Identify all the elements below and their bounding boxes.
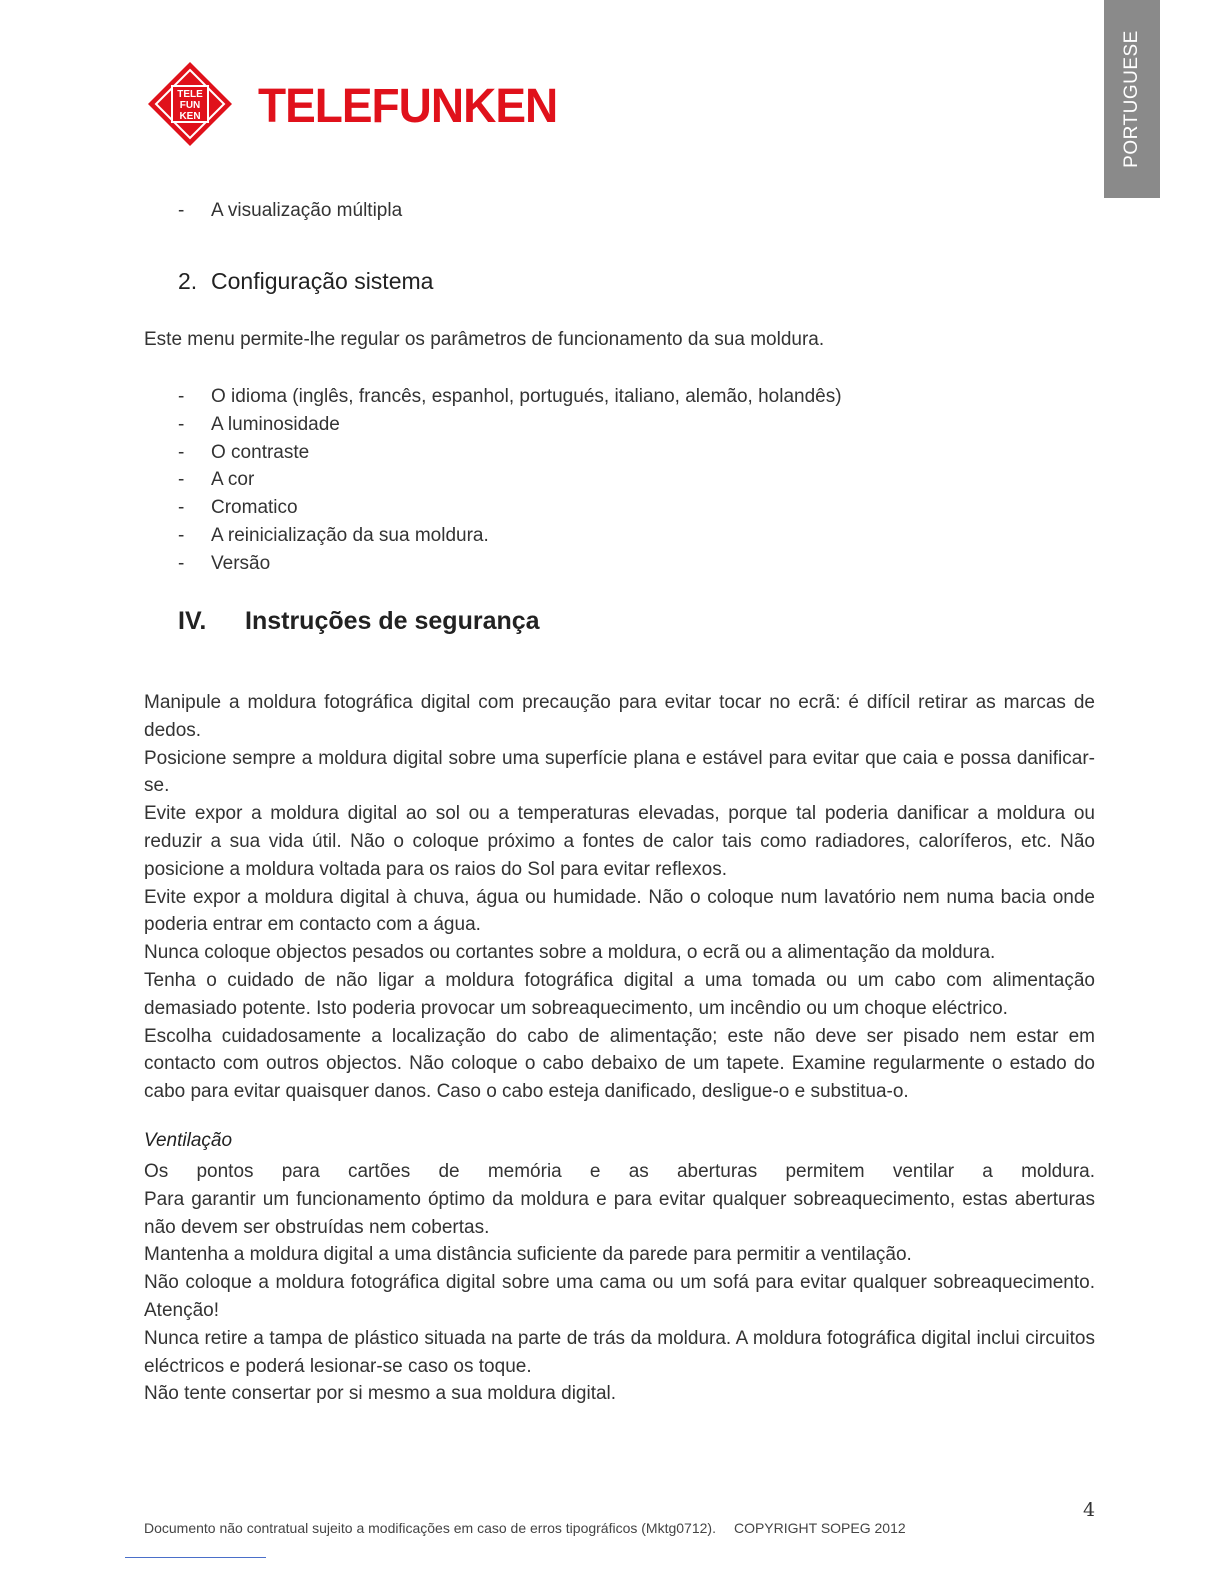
list-item-text: O idioma (inglês, francês, espanhol, portugués, italiano, alemão, holandês) <box>211 386 842 407</box>
list-item-text: Cromatico <box>211 497 298 519</box>
list-item-text: A luminosidade <box>211 413 340 435</box>
telefunken-emblem-icon <box>146 60 234 150</box>
safety-paragraph: Nunca coloque objectos pesados ou cortantes sobre a moldura, o ecrã ou a alimentação da moldura. <box>144 942 996 964</box>
ventilation-title: Ventilação <box>144 1130 233 1151</box>
telefunken-logo <box>146 60 557 150</box>
language-tab <box>1104 0 1160 198</box>
list-item <box>178 494 298 522</box>
footer-rule <box>125 1557 266 1558</box>
list-item-text: A cor <box>211 469 255 491</box>
brand-name: TELEFUNKEN <box>258 77 558 133</box>
section-title: Instruções de segurança <box>245 607 540 635</box>
list-item-text: Versão <box>211 552 271 574</box>
ventilation-paragraph: Não coloque a moldura fotográfica digital sobre uma cama ou um sofá para evitar qualquer sobreaquecimento. Atenção! <box>144 1272 1095 1321</box>
bullet-dash: - <box>178 497 185 519</box>
section-number: 2. <box>178 268 198 294</box>
footer-copyright: COPYRIGHT SOPEG 2012 <box>733 1520 906 1536</box>
safety-paragraph: Manipule a moldura fotográfica digital com precaução para evitar tocar no ecrã: é difícil retirar as marcas de dedos. <box>144 692 1095 741</box>
emblem-line-2: FUN <box>179 100 201 111</box>
ventilation-paragraph: Nunca retire a tampa de plástico situada na parte de trás da moldura. A moldura fotográfica digital inclui circuitos eléctricos e poderá lesionar-se caso os toque. <box>144 1327 1095 1377</box>
section-number: IV. <box>178 607 207 635</box>
list-item <box>178 439 309 467</box>
bullet-dash: - <box>178 413 185 435</box>
ventilation-instructions <box>144 1158 1095 1408</box>
list-item <box>178 197 402 225</box>
list-item <box>178 383 842 411</box>
emblem-line-3: KEN <box>179 111 201 122</box>
footer <box>144 1520 906 1536</box>
list-item-text: A visualização múltipla <box>211 200 403 221</box>
emblem-line-1: TELE <box>177 89 203 100</box>
ventilation-paragraph: Não tente consertar por si mesmo a sua moldura digital. <box>144 1383 617 1405</box>
list-item <box>178 522 489 550</box>
list-item <box>178 466 254 494</box>
safety-paragraph: Evite expor a moldura digital ao sol ou a temperaturas elevadas, porque tal poderia danificar a moldura ou reduzir a sua vida útil. Não o coloque próximo a fontes de calor tais como radiadores, caloríferos, etc. Não posicione a moldura voltada para os raios do Sol para evitar reflexos. <box>144 803 1095 880</box>
list-item <box>178 411 340 439</box>
section-heading-safety <box>178 607 540 636</box>
safety-paragraph: Evite expor a moldura digital à chuva, água ou humidade. Não o coloque num lavatório nem numa bacia onde poderia entrar em contacto com a água. <box>144 886 1095 936</box>
bullet-dash: - <box>178 386 185 407</box>
section-heading-config <box>178 268 433 295</box>
ventilation-paragraph: Mantenha a moldura digital a uma distância suficiente da parede para permitir a ventilação. <box>144 1244 912 1266</box>
safety-paragraph: Posicione sempre a moldura digital sobre uma superfície plana e estável para evitar que caia e possa danificar-se. <box>144 747 1095 797</box>
safety-paragraph: Tenha o cuidado de não ligar a moldura fotográfica digital a uma tomada ou um cabo com alimentação demasiado potente. Isto poderia provocar um sobreaquecimento, um incêndio ou um choque eléctrico. <box>144 969 1095 1019</box>
bullet-dash: - <box>178 525 185 546</box>
list-item-text: O contraste <box>211 441 310 463</box>
bullet-dash: - <box>178 552 185 574</box>
list-item <box>178 550 270 578</box>
list-item-text: A reinicialização da sua moldura. <box>211 525 489 546</box>
safety-paragraph: Escolha cuidadosamente a localização do cabo de alimentação; este não deve ser pisado nem estar em contacto com outros objectos. Não coloque o cabo debaixo de um tapete. Examine regularmente o estado do cabo para evitar quaisquer danos. Caso o cabo esteja danificado, desligue-o e substitua-o. <box>144 1025 1095 1103</box>
bullet-dash: - <box>178 200 185 221</box>
footer-disclaimer: Documento não contratual sujeito a modificações em caso de erros tipográficos (Mktg0712). <box>144 1520 716 1536</box>
language-tab-label: PORTUGUESE <box>1121 30 1142 168</box>
section-title: Configuração sistema <box>211 268 434 294</box>
ventilation-paragraph: Os pontos para cartões de memória e as aberturas permitem ventilar a moldura. <box>144 1161 1095 1182</box>
bullet-dash: - <box>178 469 185 491</box>
bullet-dash: - <box>178 441 185 463</box>
safety-instructions <box>144 689 1095 1106</box>
intro-text: Este menu permite-lhe regular os parâmetros de funcionamento da sua moldura. <box>144 329 825 350</box>
page-number: 4 <box>1083 1499 1096 1521</box>
ventilation-paragraph: Para garantir um funcionamento óptimo da moldura e para evitar qualquer sobreaquecimento, estas aberturas não devem ser obstruídas nem cobertas. <box>144 1188 1095 1238</box>
